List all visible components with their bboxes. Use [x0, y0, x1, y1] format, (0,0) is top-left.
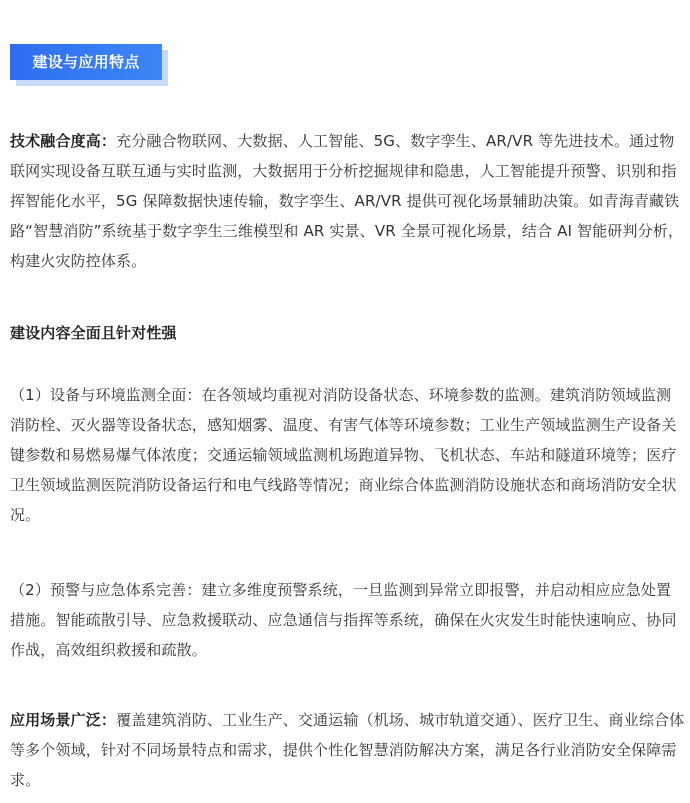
tech-fusion-text: 充分融合物联网、大数据、人工智能、5G、数字孪生、AR/VR 等先进技术。通过物联网实现设备互联互通与实时监测，大数据用于分析挖掘规律和隐患，人工智能提升预警、识别和指挥智能化水平，5G 保障数据快速传输，数字孪生、AR/VR 提供可视化场景辅助决策。如青海青藏铁路“智慧消防”系统基于数字孪生三维模型和 AR 实景、VR 全景可视化场景，结合 AI 智能研判分析，构建火灾防控体系。: [10, 132, 684, 270]
scenarios-text: 覆盖建筑消防、工业生产、交通运输（机场、城市轨道交通）、医疗卫生、商业综合体等多个领域，针对不同场景特点和需求，提供个性化智慧消防解决方案，满足各行业消防安全保障需求。: [10, 711, 685, 789]
tech-fusion-paragraph: [10, 126, 686, 276]
section-title: 建设与应用特点: [10, 44, 162, 80]
section-header: [10, 44, 168, 86]
warning-paragraph: （2）预警与应急体系完善：建立多维度预警系统，一旦监测到异常立即报警，并启动相应应急处置措施。智能疏散引导、应急救援联动、应急通信与指挥等系统，确保在火灾发生时能快速响应、协同作战，高效组织救援和疏散。: [10, 581, 677, 659]
tech-fusion-label: 技术融合度高：: [10, 132, 117, 150]
monitoring-paragraph: （1）设备与环境监测全面：在各领域均重视对消防设备状态、环境参数的监测。建筑消防领域监测消防栓、灭火器等设备状态，感知烟雾、温度、有害气体等环境参数；工业生产领域监测生产设备关键参数和易燃易爆气体浓度；交通运输领域监测机场跑道异物、飞机状态、车站和隧道环境等；医疗卫生领域监测医院消防设备运行和电气线路等情况；商业综合体监测消防设施状态和商场消防安全状况。: [10, 386, 677, 524]
construction-heading: 建设内容全面且针对性强: [10, 324, 177, 342]
scenarios-paragraph: [10, 705, 686, 795]
scenarios-label: 应用场景广泛：: [10, 711, 117, 729]
